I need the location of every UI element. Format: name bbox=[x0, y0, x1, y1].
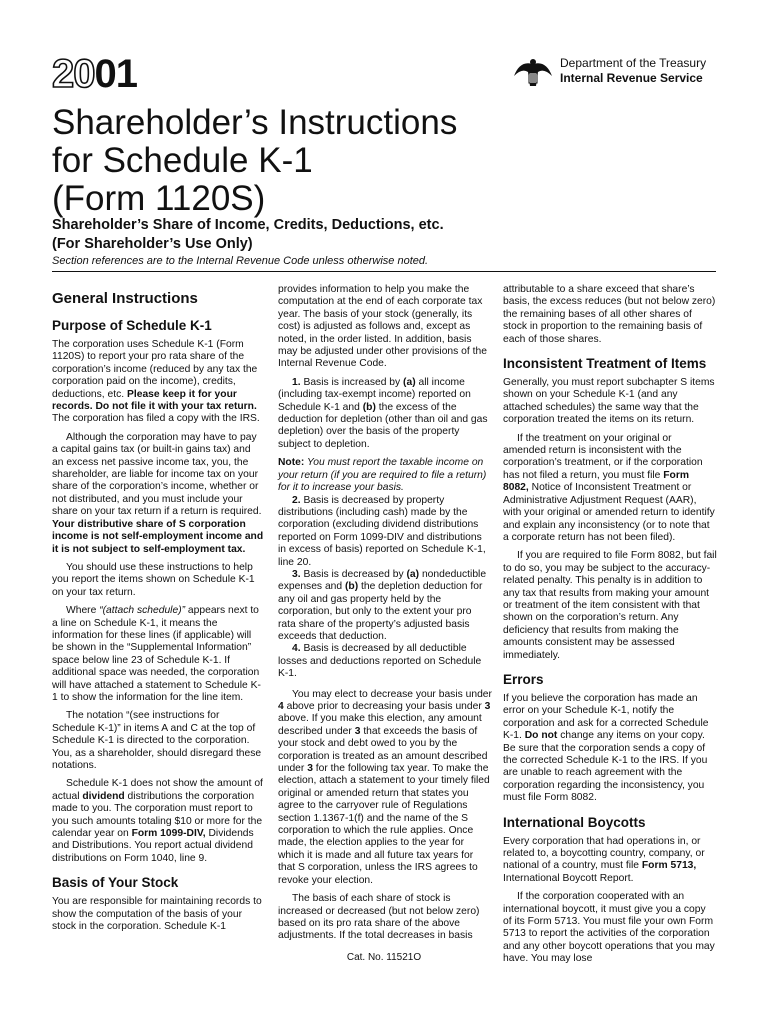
column-1 bbox=[52, 284, 264, 933]
paragraph: attributable to a share exceed that share’s basis, the excess reduces (but not below zero) the remaining bases of all other shares of stock in proportion to the remaining basis of each of those shares. bbox=[503, 284, 716, 345]
subtitle bbox=[52, 216, 444, 254]
paragraph: The notation “(see instructions for Schedule K-1)” in items A and C at the top of Schedule K-1 is directed to the corporation. You, as a shareholder, should disregard these notations. bbox=[52, 710, 262, 771]
title-line-3: (Form 1120S) bbox=[52, 179, 266, 218]
paragraph: You should use these instructions to help you report the items shown on Schedule K-1 on your tax return. bbox=[52, 561, 255, 598]
year-outline: 20 bbox=[52, 52, 95, 96]
paragraph: Every corporation that had operations in, or related to, a boycotting country, company, or national of a country, must file Form 5713, International Boycott Report. bbox=[503, 835, 705, 884]
paragraph: If you believe the corporation has made an error on your Schedule K-1, notify the corporation and ask for a corrected Schedule K-1. Do not change any items on your copy. Be sure that the corporation sends a copy of the corrected Schedule K-1 to the IRS. If you are unable to reach agreement with the corporation regarding the inconsistency, you must file Form 8082. bbox=[503, 692, 709, 804]
subtitle-line-1: Shareholder’s Share of Income, Credits, Deductions, etc. bbox=[52, 217, 444, 233]
title-line-2: for Schedule K-1 bbox=[52, 141, 313, 180]
year-solid: 01 bbox=[94, 52, 137, 96]
paragraph: Although the corporation may have to pay a capital gains tax (or built-in gains tax) and an excess net passive income tax, you, the shareholder, are liable for income tax on your share of the corporation’s income, whether or not distributed, and you must include your share on your tax return if a return is required. Your distributive share of S corporation income is not self-employment income and it is not subject to self-employment tax. bbox=[52, 431, 264, 555]
note: Note: You must report the taxable income on your return (if you are required to file a return) for it to increase your basis. bbox=[278, 457, 487, 494]
column-3 bbox=[503, 284, 717, 966]
section-references-note: Section references are to the Internal Revenue Code unless otherwise noted. bbox=[52, 255, 429, 267]
paragraph: Generally, you must report subchapter S items shown on your Schedule K-1 (and any attached schedules) the same way that the corporation treated the items on its return. bbox=[503, 377, 715, 426]
heading-general-instructions: General Instructions bbox=[52, 290, 198, 307]
list-item: 4. Basis is decreased by all deductible losses and deductions reported on Schedule K-1. bbox=[278, 643, 482, 680]
department-name: Department of the Treasury bbox=[560, 56, 707, 70]
heading-errors: Errors bbox=[503, 671, 544, 687]
agency-block bbox=[512, 56, 706, 92]
tax-year bbox=[52, 50, 137, 98]
paragraph: provides information to help you make the computation at the end of each corporate tax year. The basis of your stock (generally, its cost) is adjusted as follows and, except as noted, in the order listed. In addition, basis may be adjusted under other provisions of the Internal Revenue Code. bbox=[278, 284, 487, 370]
paragraph: If the treatment on your original or amended return is inconsistent with the corporation’s treatment, or if the corporation has not filed a return, you must file Form 8082, Notice of Inconsistent Treatment or Administrative Adjustment Request (AAR), with your original or amended return to identify and explain any inconsistency (or to note that a corporate return has not been filed). bbox=[503, 432, 715, 543]
paragraph: Where “(attach schedule)” appears next to a line on Schedule K-1, it means the information for these lines (if applicable) will be shown in the “Supplemental Information” space below line 23 of Schedule K-1. If additional space was needed, the corporation will have attached a statement to Schedule K-1 to show the information for the line item. bbox=[52, 605, 261, 703]
paragraph: The corporation uses Schedule K-1 (Form 1120S) to report your pro rata share of the corporation’s income (reduced by any tax the corporation paid on the income), credits, deductions, etc. Please keep it for your records. Do not file it with your tax return. The corporation has filed a copy with the IRS. bbox=[52, 339, 260, 425]
title-line-1: Shareholder’s Instructions bbox=[52, 103, 458, 142]
subtitle-line-2: (For Shareholder’s Use Only) bbox=[52, 236, 253, 252]
list-item: 1. Basis is increased by (a) all income (including tax-exempt income) reported on Schedule K-1 and (b) the excess of the deduction for depletion (other than oil and gas depletion) over the basis of the property subject to depletion. bbox=[278, 376, 488, 450]
heading-basis-of-stock: Basis of Your Stock bbox=[52, 875, 179, 891]
heading-international-boycotts: International Boycotts bbox=[503, 814, 646, 830]
paragraph: You may elect to decrease your basis under 4 above prior to decreasing your basis under 3 above. If you make this election, any amount described under 3 that exceeds the basis of your stock and debt owed to you by the corporation is treated as an amount described under 3 for the following tax year. To make the election, attach a statement to your timely filed original or amended return that states you agree to the carryover rule of Regulations section 1.1367-1(f) and the name of the S corporation to which the rule applies. Once made, the election applies to the year for which it is made and all future tax years for that S corporation, unless the IRS agrees to revoke your election. bbox=[278, 688, 492, 886]
column-2 bbox=[278, 284, 492, 943]
heading-purpose: Purpose of Schedule K-1 bbox=[52, 318, 212, 333]
heading-inconsistent-treatment: Inconsistent Treatment of Items bbox=[503, 356, 707, 372]
paragraph: The basis of each share of stock is increased or decreased (but not below zero) based on its pro rata share of the above adjustments. If the total decreases in basis bbox=[278, 893, 480, 942]
agency-name: Internal Revenue Service bbox=[560, 71, 703, 85]
header-divider bbox=[52, 271, 716, 272]
list-item: 2. Basis is decreased by property distributions (including cash) made by the corporation (excluding dividend distributions reported on Form 1099-DIV and distributions in excess of basis) reported on Schedule K-1, line 20. bbox=[278, 494, 486, 568]
list-item: 3. Basis is decreased by (a) nondeductible expenses and (b) the depletion deduction for any oil and gas property held by the corporation, but only to the extent your pro rata share of the property’s adjusted basis exceeds that deduction. bbox=[278, 568, 487, 642]
paragraph: Schedule K-1 does not show the amount of actual dividend distributions the corporation made to you. The corporation must report to you such amounts totaling $10 or more for the calendar year on Form 1099-DIV, Dividends and Distributions. You report actual dividend distributions on Form 1040, line 9. bbox=[52, 778, 263, 864]
irs-eagle-logo-icon bbox=[512, 56, 554, 92]
catalog-number: Cat. No. 11521O bbox=[346, 952, 422, 963]
document-title bbox=[52, 104, 457, 218]
paragraph: If the corporation cooperated with an international boycott, it must give you a copy of its Form 5713. You must file your own Form 5713 to report the activities of the corporation and any other boycott operations that you may have. You may lose bbox=[503, 891, 715, 965]
paragraph: If you are required to file Form 8082, but fail to do so, you may be subject to the accuracy-related penalty. This penalty is in addition to any tax that results from making your amount or treatment of the item consistent with that shown on the corporation’s return. Any deficiency that results from making the amounts consistent may be assessed immediately. bbox=[503, 550, 717, 661]
paragraph: You are responsible for maintaining records to show the computation of the basis of your stock in the corporation. Schedule K-1 bbox=[52, 896, 262, 933]
